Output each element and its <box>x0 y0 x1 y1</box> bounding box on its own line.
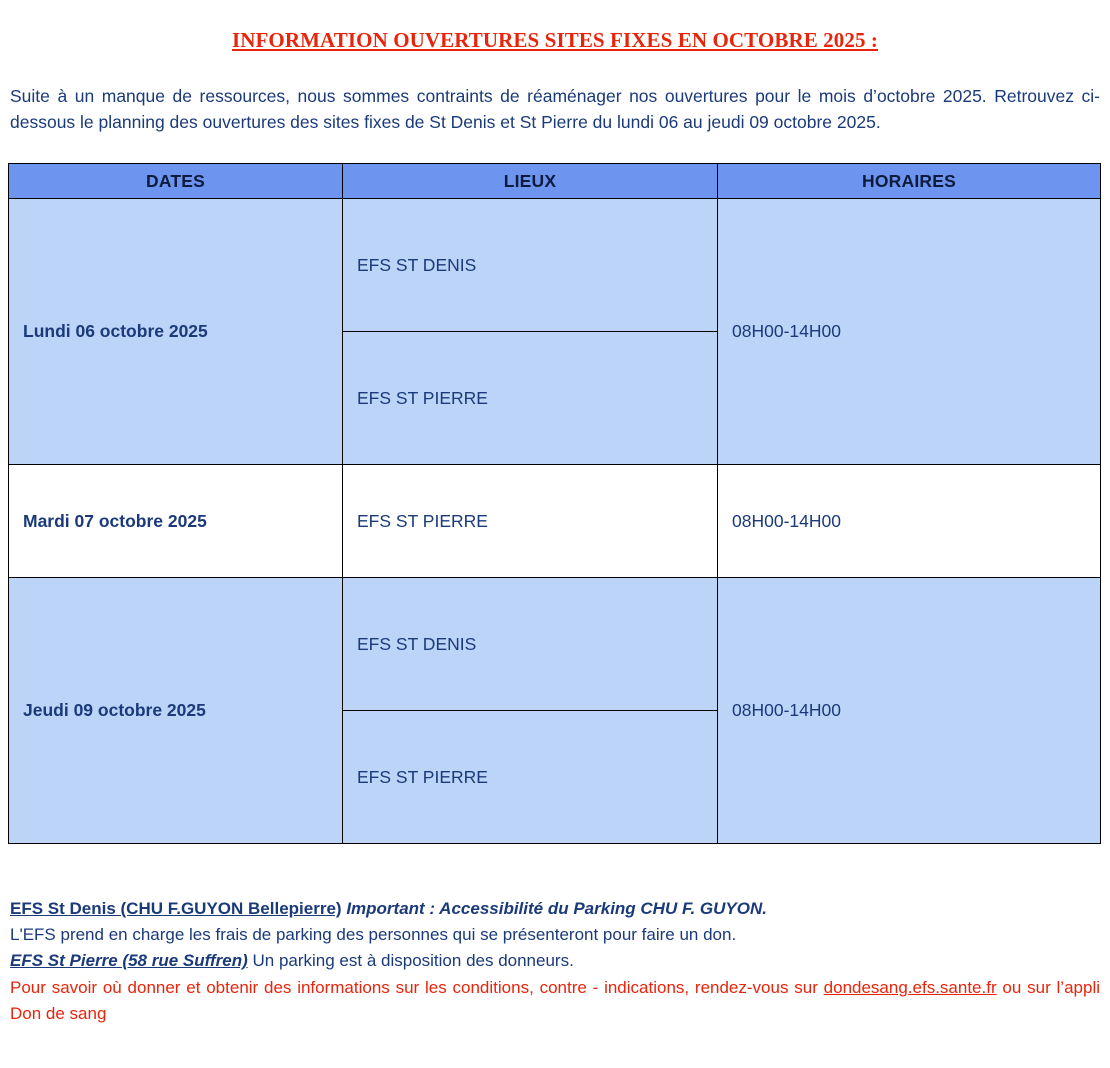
table-row <box>9 578 1101 711</box>
note-footer <box>10 975 1100 1027</box>
note-footer-text-before: Pour savoir où donner et obtenir des informations sur les conditions, contre - indications, rendez-vous sur <box>10 978 824 997</box>
cell-date: Lundi 06 octobre 2025 <box>9 199 343 465</box>
cell-lieu: EFS ST PIERRE <box>343 711 718 844</box>
cell-date: Mardi 07 octobre 2025 <box>9 465 343 578</box>
cell-lieu: EFS ST PIERRE <box>343 465 718 578</box>
cell-horaire: 08H00-14H00 <box>718 199 1101 465</box>
note-saint-pierre-heading <box>10 948 1100 974</box>
cell-horaire: 08H00-14H00 <box>718 578 1101 844</box>
column-header-dates: DATES <box>9 164 343 199</box>
note-saint-denis-important: Important : Accessibilité du Parking CHU F. GUYON. <box>346 899 767 918</box>
note-saint-pierre-label: EFS St Pierre (58 rue Suffren) <box>10 951 248 970</box>
page-title: INFORMATION OUVERTURES SITES FIXES EN OCTOBRE 2025 : <box>231 28 879 52</box>
cell-lieu: EFS ST PIERRE <box>343 332 718 465</box>
note-saint-denis-label: EFS St Denis (CHU F.GUYON Bellepierre) <box>10 899 342 918</box>
note-saint-denis-heading <box>10 896 1100 922</box>
cell-horaire: 08H00-14H00 <box>718 465 1101 578</box>
table-row <box>9 465 1101 578</box>
note-saint-pierre-detail: Un parking est à disposition des donneurs. <box>252 951 574 970</box>
document-page <box>0 28 1110 1068</box>
column-header-lieux: LIEUX <box>343 164 718 199</box>
table-row <box>9 199 1101 332</box>
intro-paragraph: Suite à un manque de ressources, nous sommes contraints de réaménager nos ouvertures pour le mois d’octobre 2025. Retrouvez ci-dessous le planning des ouvertures des sites fixes de St Denis et St Pierre du lundi 06 au jeudi 09 octobre 2025. <box>10 86 1100 132</box>
note-footer-text-after: ou sur l’appli Don de sang <box>10 978 1100 1023</box>
cell-lieu: EFS ST DENIS <box>343 199 718 332</box>
table-header-row <box>9 164 1101 199</box>
cell-lieu: EFS ST DENIS <box>343 578 718 711</box>
dondesang-link[interactable]: dondesang.efs.sante.fr <box>823 978 997 997</box>
openings-table <box>8 163 1101 844</box>
cell-date: Jeudi 09 octobre 2025 <box>9 578 343 844</box>
note-saint-denis-detail: L'EFS prend en charge les frais de parking des personnes qui se présenteront pour faire un don. <box>10 925 737 944</box>
notes-section <box>10 896 1100 1027</box>
column-header-horaires: HORAIRES <box>718 164 1101 199</box>
